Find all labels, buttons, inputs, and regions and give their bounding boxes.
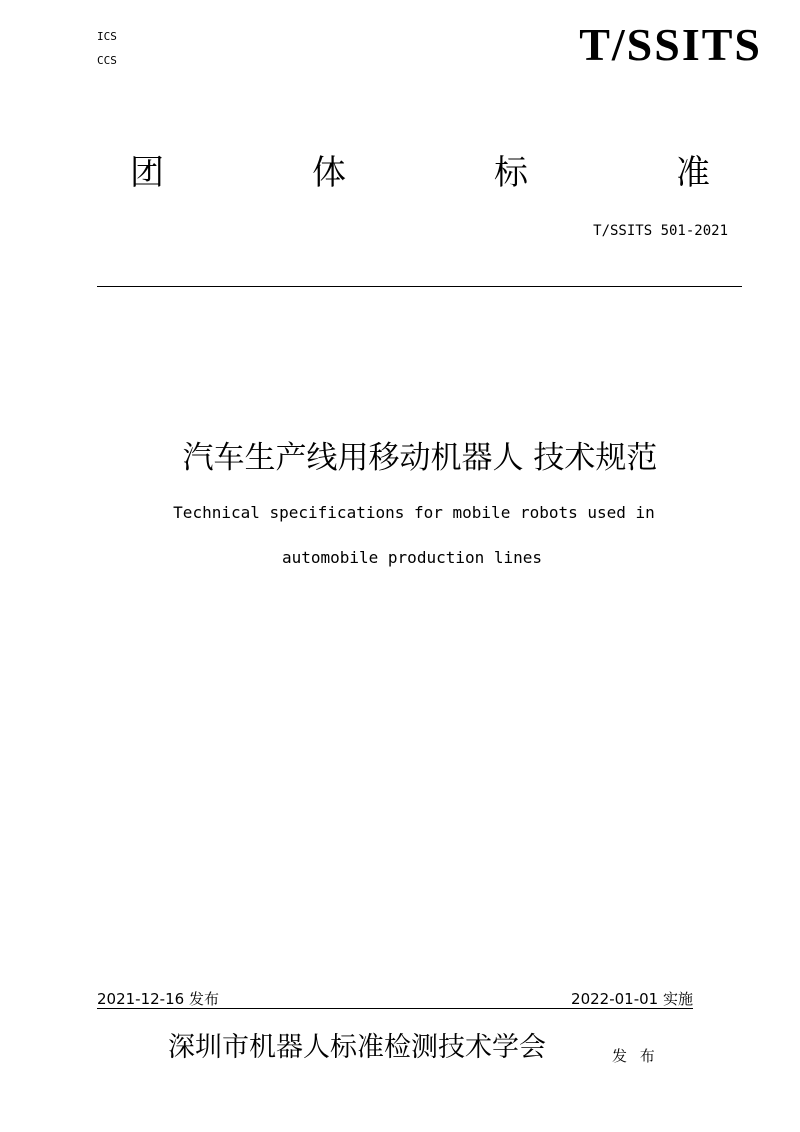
standard-type: [130, 153, 710, 193]
document-title-en-line2: automobile production lines: [281, 548, 543, 567]
header-divider: [97, 286, 742, 287]
ics-label: ICS: [97, 30, 117, 43]
publish-label: 发 布: [612, 1047, 659, 1065]
dates-line: [97, 990, 693, 1009]
document-title-cn: 汽车生产线用移动机器人 技术规范: [182, 440, 658, 476]
standard-number: T/SSITS 501-2021: [593, 223, 728, 239]
ccs-label: CCS: [97, 54, 117, 67]
standard-type-char: 准: [676, 153, 710, 193]
release-date: 2021-12-16 发布: [97, 990, 219, 1008]
standard-type-char: 标: [494, 153, 528, 193]
standard-type-char: 体: [312, 153, 346, 193]
document-title-en-line1: Technical specifications for mobile robots used in: [173, 503, 655, 522]
publisher-name: 深圳市机器人标准检测技术学会: [168, 1032, 546, 1063]
standard-logo: T/SSITS: [579, 19, 762, 70]
standard-type-char: 团: [130, 153, 164, 193]
implementation-date: 2022-01-01 实施: [571, 990, 693, 1008]
